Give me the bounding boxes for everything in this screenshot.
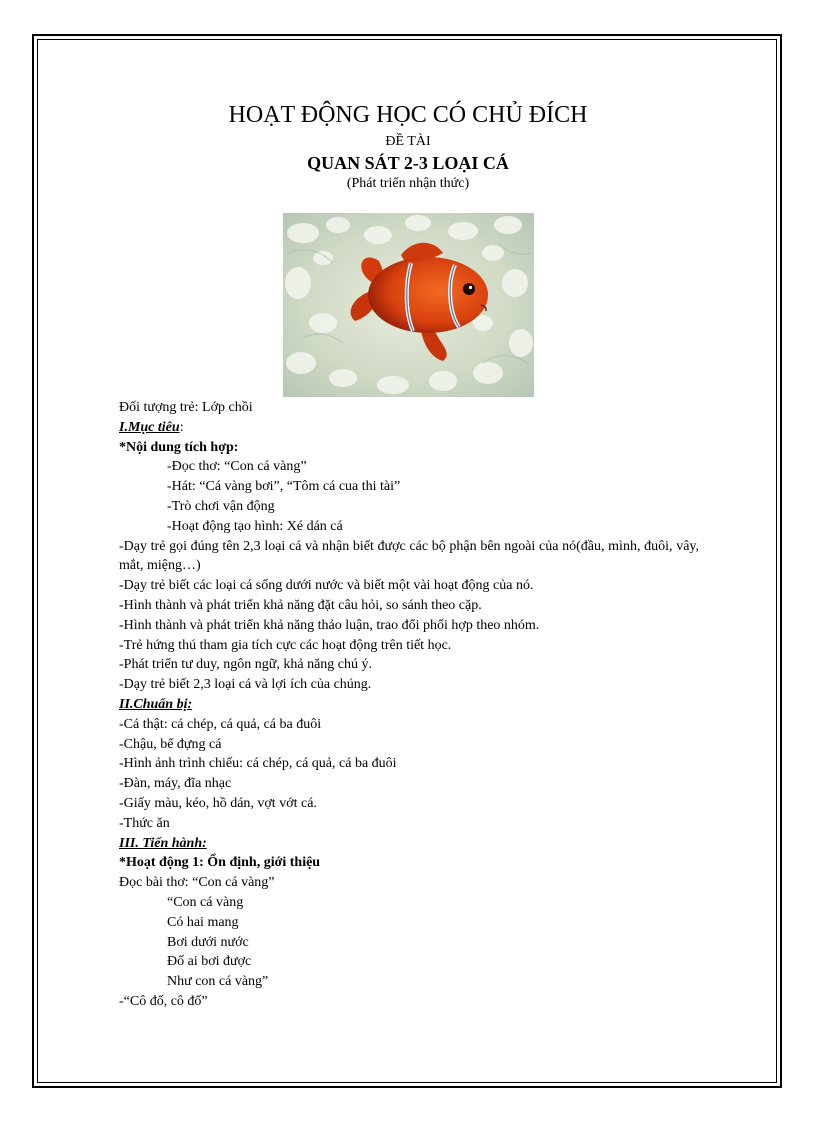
preparation-item: -Chậu, bể đựng cá: [119, 736, 222, 752]
poem-line: Như con cá vàng”: [167, 974, 269, 990]
document-title: HOẠT ĐỘNG HỌC CÓ CHỦ ĐÍCH: [228, 102, 588, 128]
poem-line: “Con cá vàng: [167, 894, 244, 910]
section-objectives-title: I.Mục tiêu: [119, 419, 180, 435]
preparation-item: -Cá thật: cá chép, cá quả, cá ba đuôi: [119, 716, 322, 732]
goal-item: -Dạy trẻ biết 2,3 loại cá và lợi ích của chúng.: [119, 677, 372, 693]
integration-item: -Hoạt động tạo hình: Xé dán cá: [167, 518, 343, 534]
goal-item: -Trẻ hứng thú tham gia tích cực các hoạt động trên tiết học.: [119, 637, 452, 653]
closing-line: -“Cô đố, cô đố”: [119, 993, 208, 1009]
poem-line: Đố ai bơi được: [167, 954, 252, 970]
preparation-item: -Hình ảnh trình chiếu: cá chép, cá quả, cá ba đuôi: [119, 756, 397, 772]
section-objectives-colon: :: [179, 419, 184, 435]
section-preparation-title: II.Chuẩn bị:: [119, 696, 193, 712]
preparation-item: -Đàn, máy, đĩa nhạc: [119, 776, 232, 792]
section-objectives: [119, 418, 699, 438]
poem-intro: Đọc bài thơ: “Con cá vàng”: [119, 875, 275, 891]
poem-line: Bơi dưới nước: [167, 934, 249, 950]
poem-line: Có hai mang: [167, 914, 239, 930]
integration-heading: *Nội dung tích hợp:: [119, 439, 239, 455]
topic-title: QUAN SÁT 2-3 LOẠI CÁ: [307, 153, 509, 173]
document-body: [119, 398, 699, 1012]
goal-item: -Dạy trẻ gọi đúng tên 2,3 loại cá và nhận biết được các bộ phận bên ngoài của nó(đầu, mình, đuôi, vây, mắt, miệng…): [119, 538, 699, 574]
integration-item: -Đọc thơ: “Con cá vàng”: [167, 459, 307, 475]
goal-item: -Hình thành và phát triển khả năng đặt câu hỏi, so sánh theo cặp.: [119, 597, 482, 613]
target-line: Đối tượng trẻ: Lớp chồi: [119, 400, 253, 415]
section-procedure-title: III. Tiến hành:: [119, 835, 207, 851]
integration-item: -Trò chơi vận động: [167, 498, 275, 514]
goal-item: -Dạy trẻ biết các loại cá sống dưới nước và biết một vài hoạt động của nó.: [119, 578, 534, 594]
clownfish-photo: [283, 213, 534, 397]
integration-item: -Hát: “Cá vàng bơi”, “Tôm cá cua thi tài”: [167, 479, 401, 495]
preparation-item: -Thức ăn: [119, 815, 170, 831]
goal-item: -Hình thành và phát triển khả năng thảo luận, trao đổi phối hợp theo nhóm.: [119, 617, 540, 633]
goal-item: -Phát triển tư duy, ngôn ngữ, khả năng chú ý.: [119, 657, 373, 673]
preparation-item: -Giấy màu, kéo, hồ dán, vợt vớt cá.: [119, 795, 317, 811]
activity-heading: *Hoạt động 1: Ổn định, giới thiệu: [119, 855, 321, 871]
topic-note: (Phát triển nhận thức): [346, 176, 470, 191]
document-subtitle: ĐỀ TÀI: [385, 134, 431, 149]
